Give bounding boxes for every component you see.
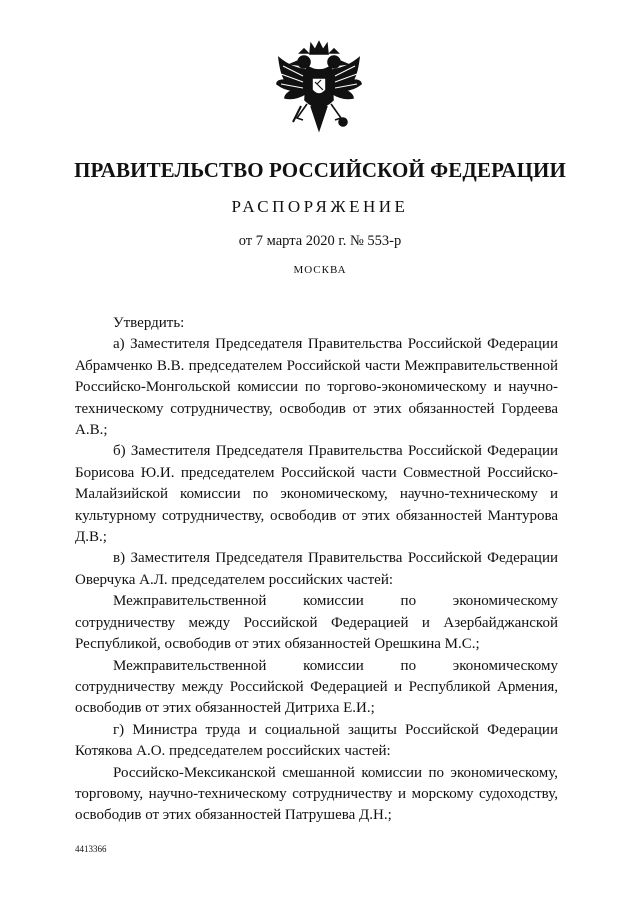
government-title: ПРАВИТЕЛЬСТВО РОССИЙСКОЙ ФЕДЕРАЦИИ — [74, 158, 566, 182]
russian-coat-of-arms-icon — [273, 40, 365, 140]
document-date-number: от 7 марта 2020 г. № 553-р — [238, 233, 402, 249]
paragraph-item-d: г) Министра труда и социальной защиты Российской Федерации Котякова А.О. председателем российских частей: — [75, 721, 558, 760]
paragraph-item-a: а) Заместителя Председателя Правительства Российской Федерации Абрамченко В.В. председателем Российской части Межправительственной Российско-Монгольской комиссии по торгово-экономическому и научно-техническому сотрудничеству, освободив от этих обязанностей Гордеева А.В.; — [75, 336, 558, 439]
paragraph-item-c-2: Межправительственной комиссии по экономическому сотрудничеству между Российской Федерацией и Республикой Армения, освободив от этих обязанностей Дитриха Е.И.; — [75, 657, 558, 717]
document-city: МОСКВА — [293, 264, 347, 276]
paragraph-item-c: в) Заместителя Председателя Правительства Российской Федерации Оверчука А.Л. председателем российских частей: — [75, 550, 558, 588]
document-type: РАСПОРЯЖЕНИЕ — [231, 197, 409, 216]
footer-document-code: 4413366 — [75, 844, 107, 854]
document-body — [75, 313, 558, 827]
intro-paragraph: Утвердить: — [113, 315, 185, 331]
paragraph-item-c-1: Межправительственной комиссии по экономическому сотрудничеству между Российской Федерацией и Азербайджанской Республикой, освободив от этих обязанностей Орешкина М.С.; — [75, 593, 558, 653]
paragraph-item-d-1: Российско-Мексиканской смешанной комиссии по экономическому, торговому, научно-техническому сотрудничеству и морскому судоходству, освободив от этих обязанностей Патрушева Д.Н.; — [75, 764, 558, 824]
paragraph-item-b: б) Заместителя Председателя Правительства Российской Федерации Борисова Ю.И. председателем Российской части Совместной Российско-Малайзийской комиссии по экономическому, научно-техническому и культурному сотрудничеству, освободив от этих обязанностей Мантурова Д.В.; — [75, 443, 558, 546]
